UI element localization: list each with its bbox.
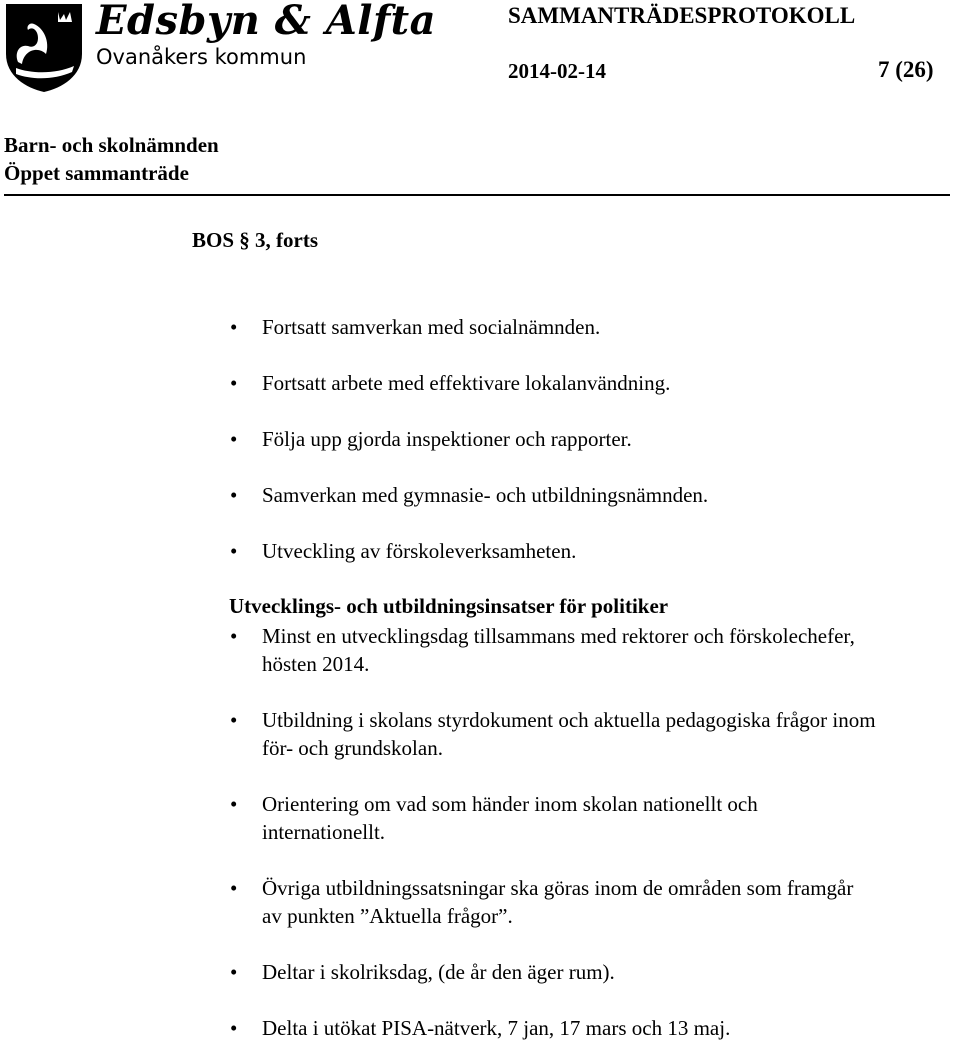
swan-crest-icon [4,2,84,92]
list-item-line: Orientering om vad som händer inom skolan nationellt och [262,792,758,816]
list-item-line: för- och grundskolan. [262,736,443,760]
list-item [230,706,960,762]
bullet-icon: • [230,371,238,395]
list-item [230,313,960,341]
bullet-icon: • [230,876,238,900]
page-number: 7 (26) [878,57,934,82]
list-item-line: hösten 2014. [262,652,370,676]
municipality-logo [4,0,437,94]
organization-block [4,131,219,187]
list-item [230,369,960,397]
list-item [230,958,960,986]
list-item-text: Följa upp gjorda inspektioner och rapporter. [262,427,632,451]
bullet-icon: • [230,539,238,563]
list-item [230,1014,960,1042]
list-item-line: internationellt. [262,820,386,844]
logo-title: Edsbyn & Alfta [96,0,437,44]
list-item [230,425,960,453]
list-item [230,622,960,678]
list-item-text: Samverkan med gymnasie- och utbildningsnämnden. [262,483,709,507]
list-item-line: av punkten ”Aktuella frågor”. [262,904,513,928]
list-item-line: Minst en utvecklingsdag tillsammans med rektorer och förskolechefer, [262,624,855,648]
list-item-text: Fortsatt arbete med effektivare lokalanvändning. [262,371,671,395]
logo-subtitle: Ovanåkers kommun [96,45,307,69]
bullet-icon: • [230,960,238,984]
list-item-line: Utbildning i skolans styrdokument och aktuella pedagogiska frågor inom [262,708,876,732]
organization-name: Barn- och skolnämnden [4,133,219,157]
bullet-icon: • [230,708,238,732]
bullet-icon: • [230,483,238,507]
header-divider [4,194,950,196]
list-item [230,790,960,846]
document-date: 2014-02-14 [508,59,606,83]
list-item-line: Övriga utbildningssatsningar ska göras inom de områden som framgår [262,876,854,900]
meeting-type: Öppet sammanträde [4,161,189,185]
bullet-icon: • [230,1016,238,1040]
section-title: BOS § 3, forts [192,228,318,252]
bullet-icon: • [230,624,238,648]
document-type: SAMMANTRÄDESPROTOKOLL [508,3,856,28]
list-item [230,537,960,565]
list-item-text: Delta i utökat PISA-nätverk, 7 jan, 17 mars och 13 maj. [262,1016,731,1040]
list-item [230,481,960,509]
bullet-icon: • [230,427,238,451]
list-item-text: Utveckling av förskoleverksamheten. [262,539,577,563]
list-item-text: Deltar i skolriksdag, (de år den äger rum). [262,960,615,984]
list-item-text: Fortsatt samverkan med socialnämnden. [262,315,601,339]
bullet-icon: • [230,792,238,816]
bullet-icon: • [230,315,238,339]
subheading: Utvecklings- och utbildningsinsatser för politiker [229,594,669,618]
list-item [230,874,960,930]
